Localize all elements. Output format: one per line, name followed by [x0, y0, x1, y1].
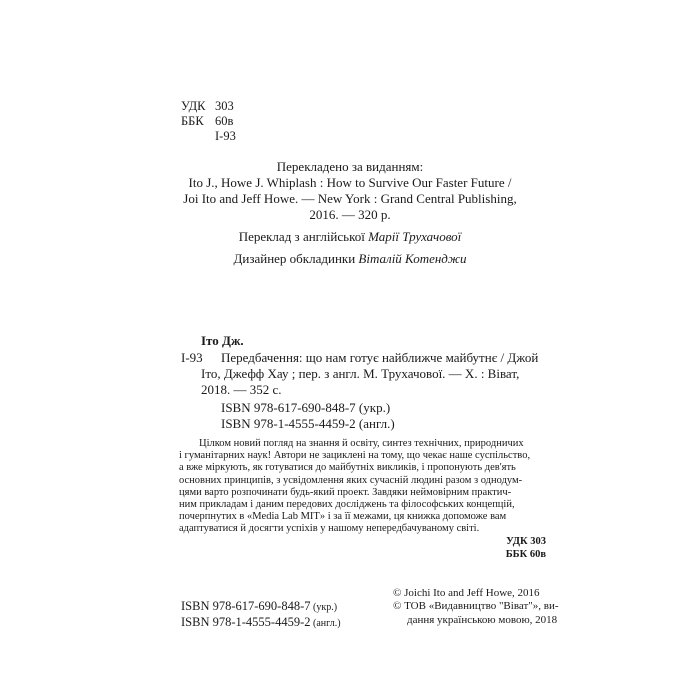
catalog-description-line: Іто, Джефф Хау ; пер. з англ. М. Трухачової. — Х. : Віват, [201, 366, 520, 381]
catalog-isbn-eng: ISBN 978-1-4555-4459-2 (англ.) [221, 416, 395, 431]
annotation-line: Цілком новий погляд на знання й освіту, синтез технічних, природничих [199, 438, 524, 449]
bbk-code [181, 114, 233, 129]
designer-credit [150, 251, 550, 267]
translator-credit [150, 229, 550, 245]
annotation-bbk: ББК 60в [505, 549, 546, 560]
annotation-line: основних принципів, з усвідомлення яких сучасній людині разом з однодум- [179, 474, 523, 486]
translation-line: Ito J., Howe J. Whiplash : How to Survive Our Faster Future / [188, 175, 512, 190]
catalog-description-line: Передбачення: що нам готує найближче майбутнє / Джой [221, 350, 539, 365]
translation-line: 2016. — 320 p. [309, 207, 391, 222]
annotation-udk: УДК 303 [506, 536, 546, 547]
copyright-line: дання українською мовою, 2018 [407, 613, 558, 626]
footer-isbn-eng [181, 615, 341, 631]
translator-name: Марії Трухачової [368, 229, 462, 244]
copyright-line: © Joichi Ito and Jeff Howe, 2016 [393, 587, 540, 599]
author-mark: І-93 [215, 129, 236, 143]
annotation-line: і гуманітарних наук! Автори не зациклені на тому, що чекає наше суспільство, [179, 450, 531, 462]
annotation-line: ним прикладам і даним передових досліджень та філософських концепцій, [179, 499, 515, 511]
copyright-line: © ТОВ «Видавництво "Віват"», ви- [393, 600, 559, 613]
bbk-value: 60в [215, 114, 234, 128]
catalog-description-line: 2018. — 352 с. [201, 382, 282, 397]
annotation-line: а вже міркують, як готуватися до майбутніх викликів, і пропонують дев'ять [179, 462, 516, 474]
udk-label: УДК [181, 99, 206, 113]
footer-isbn-ukr-suffix: (укр.) [310, 602, 338, 613]
annotation-line: цями варто розпочинати будь-який проект. Завдяки неймовірним практич- [179, 486, 512, 498]
catalog-mark: І-93 [181, 350, 203, 365]
designer-label: Дизайнер обкладинки [233, 251, 359, 266]
bbk-label: ББК [181, 114, 204, 128]
footer-isbn-eng-suffix: (англ.) [310, 618, 341, 629]
annotation-line: почерпнутих в «Media Lab MIT» і за її межами, ця книжка допоможе вам [179, 511, 507, 523]
copyright-block [393, 587, 559, 627]
udk-code [181, 99, 234, 114]
catalog-isbn-ukr: ISBN 978-617-690-848-7 (укр.) [221, 400, 391, 415]
translation-heading: Перекладено за виданням: [276, 159, 424, 174]
footer-isbn-ukr-number: ISBN 978-617-690-848-7 [181, 599, 311, 613]
footer-isbn-eng-number: ISBN 978-1-4555-4459-2 [181, 615, 311, 629]
footer-isbn-ukr [181, 599, 337, 615]
udk-value: 303 [215, 99, 234, 113]
designer-name: Віталій Котенджи [358, 251, 467, 266]
catalog-author: Іто Дж. [201, 333, 244, 348]
translator-label: Переклад з англійської [238, 229, 369, 244]
translation-line: Joi Ito and Jeff Howe. — New York : Grand Central Publishing, [183, 191, 517, 206]
translation-source [150, 159, 550, 223]
annotation [179, 438, 546, 536]
annotation-line: адаптуватися й досягти успіхів у нашому непередбачуваному світі. [179, 523, 480, 535]
